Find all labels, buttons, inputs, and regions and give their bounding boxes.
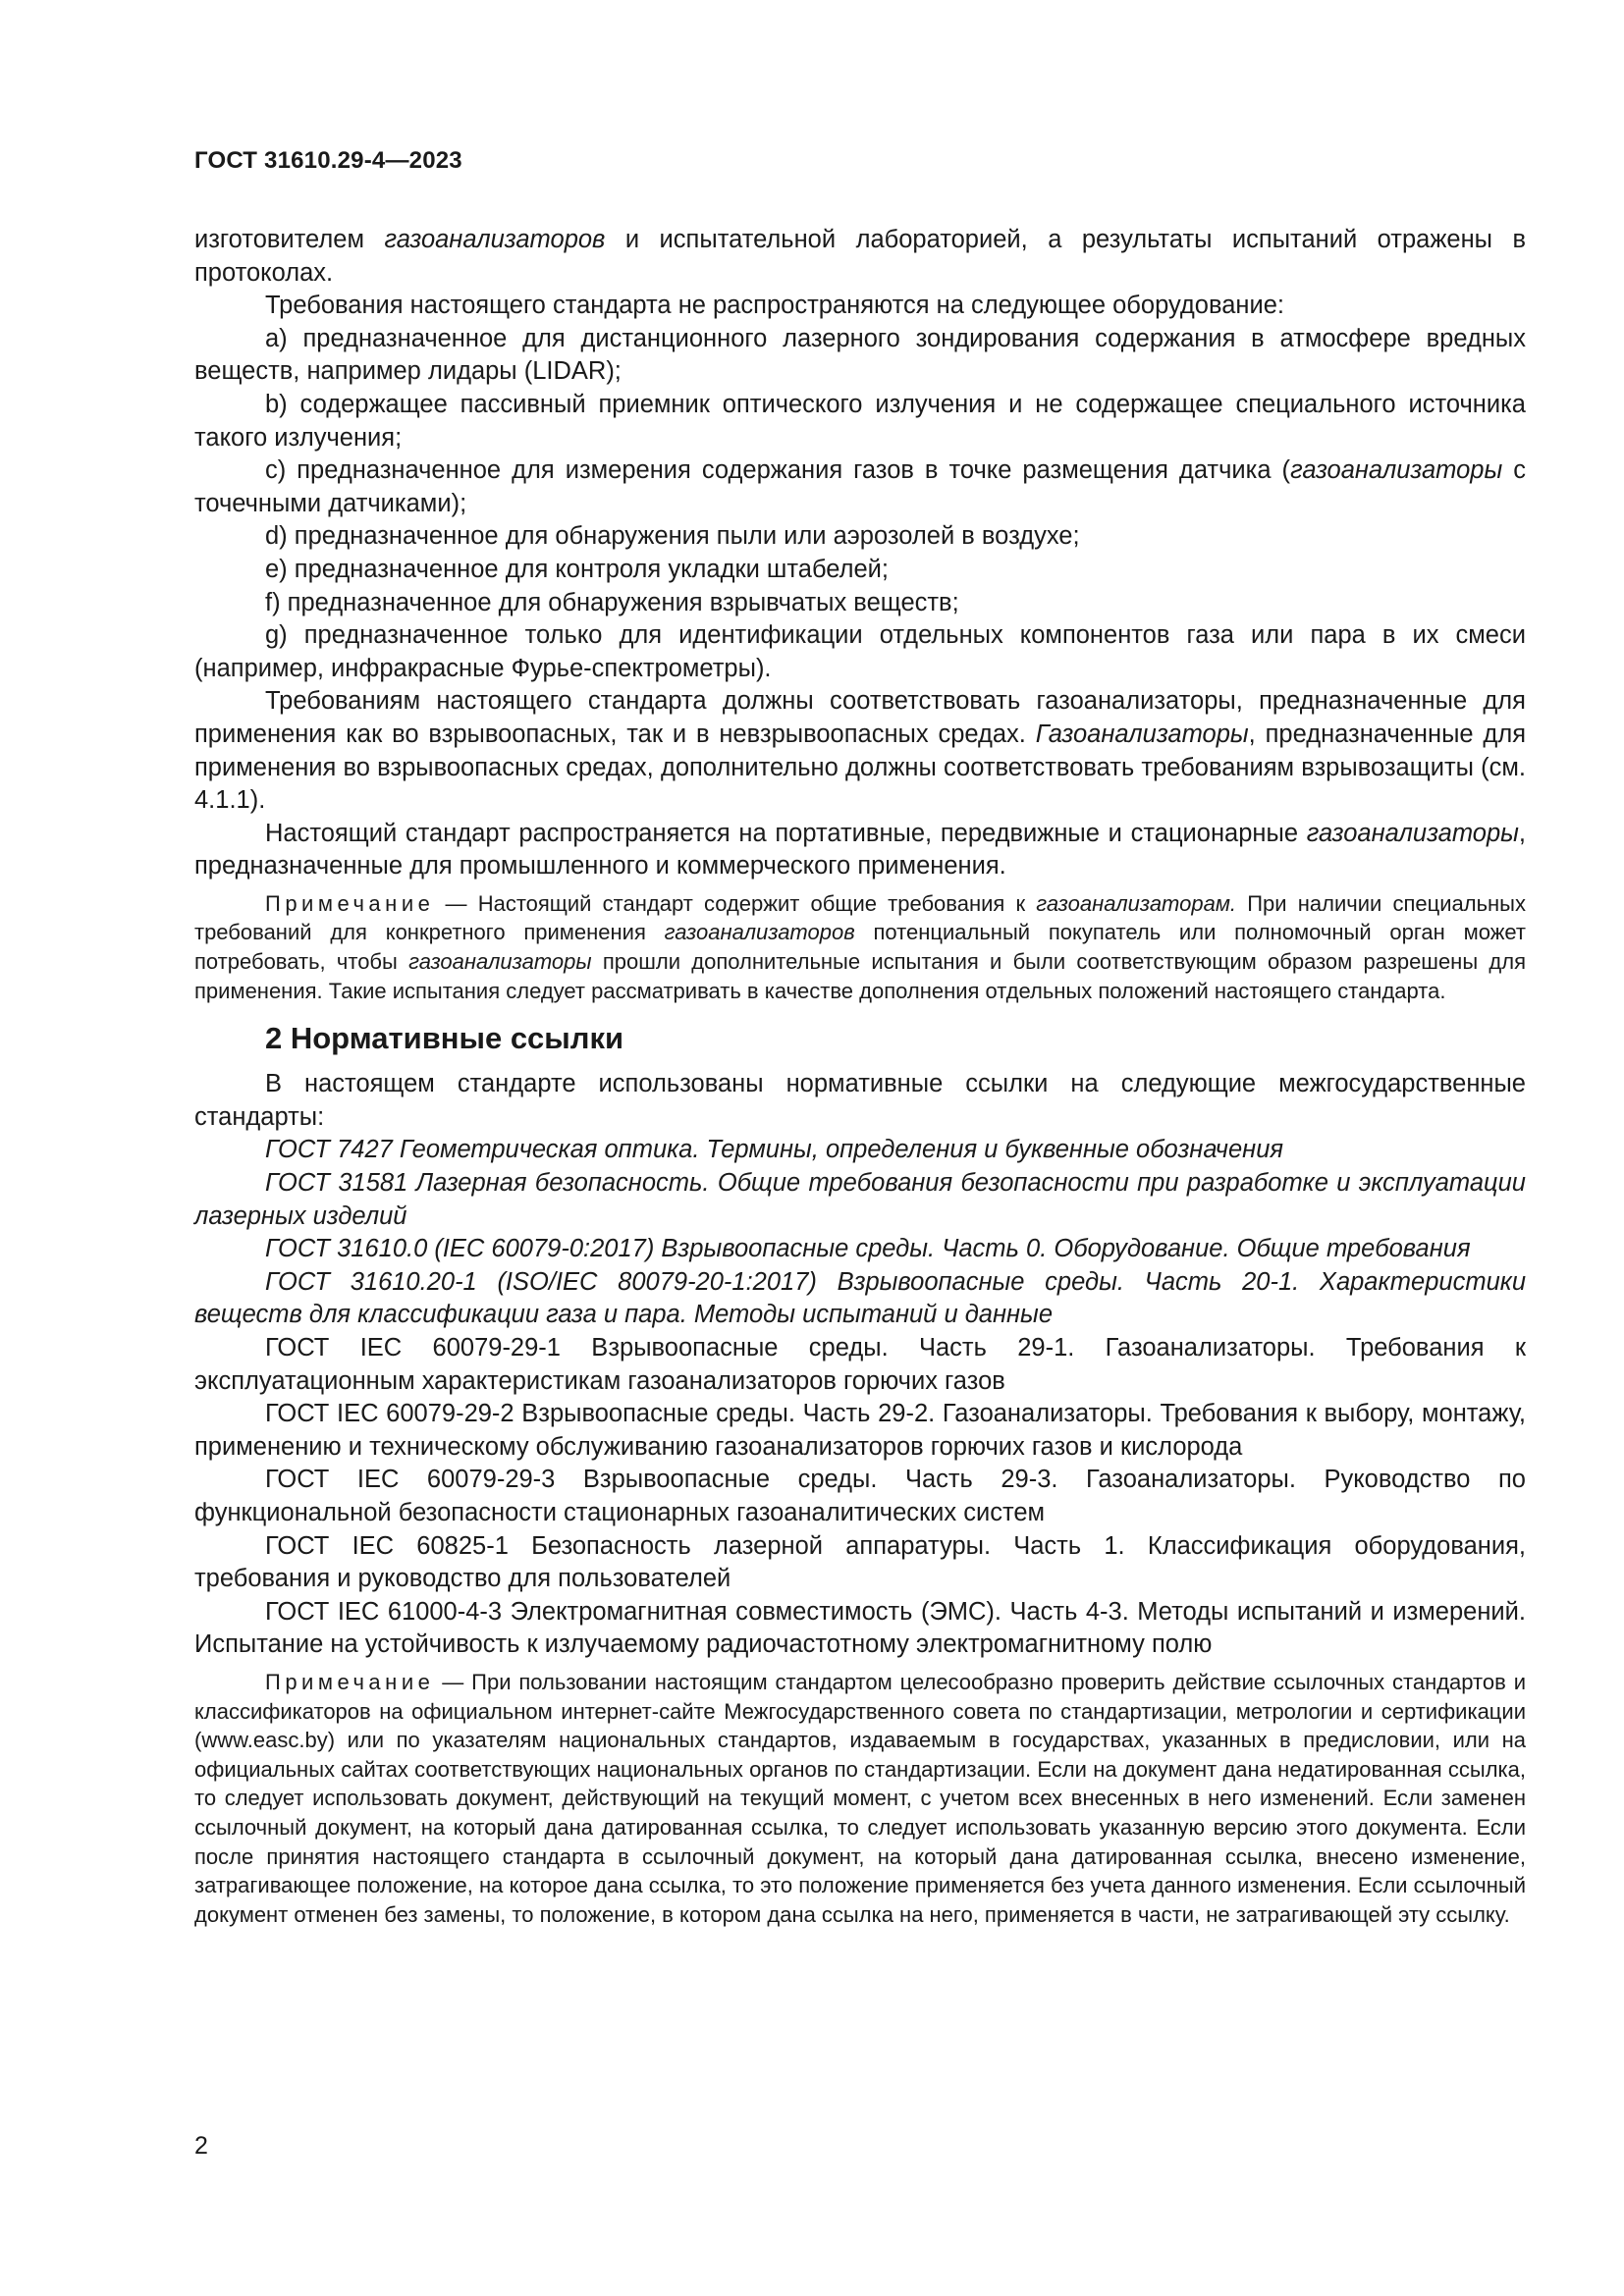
text-run: Требованиям настоящего стандарта должны соответствовать газоанализаторы, предназначенные для применения как во взрывоопасных, так и в невзрывоопасных средах. (194, 687, 1526, 748)
requirements-paragraph (194, 685, 1526, 817)
italic-term: газоанализаторам. (1036, 890, 1237, 916)
italic-term: газоанализаторов (664, 920, 855, 945)
text-run: изготовителем (194, 226, 385, 253)
note-paragraph (194, 1668, 1526, 1929)
italic-term: газоанализаторы (1306, 819, 1519, 847)
section-heading: 2 Нормативные ссылки (265, 1021, 624, 1056)
text-run: — При пользовании настоящим стандартом целесообразно проверить действие ссылочных стандартов и классификаторов на официальном интернет-сайте Межгосударственного совета по стандартизации, метрологии и сертификации (www.easc.by) или по указателям национальных стандартов, издаваемым в государствах, указанных в предисловии, или на официальных сайтах соответствующих национальных органов по стандартизации. Если на документ дана недатированная ссылка, то следует использовать документ, действующий на текущий момент, с учетом всех внесенных в него изменений. Если заменен ссылочный документ, на который дана датированная ссылка, то следует использовать указанную версию этого документа. Если после принятия настоящего стандарта в ссылочный документ, на который дана датированная ссылка, внесено изменение, затрагивающее положение, на которое дана ссылка, то это положение применяется без учета данного изменения. Если ссылочный документ отменен без замены, то положение, в котором дана ссылка на него, применяется в части, не затрагивающей эту ссылку. (194, 1669, 1526, 1927)
page-number: 2 (194, 2132, 208, 2160)
text-run: , предназначенные для промышленного и коммерческого применения. (194, 819, 1526, 881)
text-run: Настоящий стандарт распространяется на портативные, передвижные и стационарные (265, 819, 1307, 847)
text-run: — Настоящий стандарт содержит общие требования к (434, 890, 1037, 916)
italic-term: газоанализаторы (408, 949, 592, 975)
italic-term: Газоанализаторы (1035, 720, 1249, 748)
reference-entry: ГОСТ 7427 Геометрическая оптика. Термины, определения и буквенные обозначения (265, 1136, 1284, 1164)
text-run: , предназначенные для применения во взрывоопасных средах, дополнительно должны соответствовать требованиям взрывозащиты (см. 4.1.1). (194, 720, 1527, 815)
list-item-f: f) предназначенное для обнаружения взрывчатых веществ; (265, 588, 959, 616)
scope-intro-paragraph (194, 224, 1526, 290)
text-run: с точечными датчиками); (194, 456, 1526, 517)
reference-entry: ГОСТ 31610.0 (IEC 60079-0:2017) Взрывоопасные среды. Часть 0. Оборудование. Общие требования (265, 1235, 1471, 1263)
list-item-g: g) предназначенное только для идентификации отдельных компонентов газа или пара в их смеси (например, инфракрасные Фурье-спектрометры). (194, 621, 1526, 682)
reference-entry: ГОСТ 31581 Лазерная безопасность. Общие требования безопасности при разработке и эксплуатации лазерных изделий (194, 1169, 1526, 1230)
applies-paragraph (194, 818, 1526, 883)
list-item-c (194, 454, 1526, 520)
document-code-header: ГОСТ 31610.29-4—2023 (194, 147, 462, 174)
text-run: потенциальный покупатель или полномочный орган может потребовать, чтобы (194, 920, 1526, 975)
note-label: Примечание (265, 890, 435, 916)
reference-entry: ГОСТ IEC 60825-1 Безопасность лазерной аппаратуры. Часть 1. Классификация оборудования, требования и руководство для пользователей (194, 1531, 1526, 1593)
reference-entry: ГОСТ IEC 60079-29-3 Взрывоопасные среды. Часть 29-3. Газоанализаторы. Руководство по функциональной безопасности стационарных газоаналитических систем (194, 1466, 1526, 1526)
italic-term: газоанализаторов (384, 226, 606, 253)
text-run: и испытательной лабораторией, а результаты испытаний отражены в протоколах. (194, 226, 1527, 287)
reference-entry: ГОСТ IEC 60079-29-1 Взрывоопасные среды. Часть 29-1. Газоанализаторы. Требования к эксплуатационным характеристикам газоанализаторов горючих газов (194, 1334, 1526, 1395)
note-paragraph (194, 889, 1526, 1005)
reference-entry: ГОСТ 31610.20-1 (ISO/IEC 80079-20-1:2017) Взрывоопасные среды. Часть 20-1. Характеристики веществ для классификации газа и пара. Методы испытаний и данные (194, 1267, 1526, 1329)
list-item-d: d) предназначенное для обнаружения пыли или аэрозолей в воздухе; (265, 522, 1080, 551)
list-item-e: e) предназначенное для контроля укладки штабелей; (265, 555, 890, 583)
reference-entry: ГОСТ IEC 60079-29-2 Взрывоопасные среды. Часть 29-2. Газоанализаторы. Требования к выбору, монтажу, применению и техническому обслуживанию газоанализаторов горючих газов и кислорода (194, 1400, 1526, 1461)
references-intro: В настоящем стандарте использованы нормативные ссылки на следующие межгосударственные стандарты: (194, 1070, 1526, 1131)
document-body (194, 224, 1526, 1929)
text-run: c) предназначенное для измерения содержания газов в точке размещения датчика ( (265, 456, 1291, 485)
text-run: При наличии специальных требований для конкретного применения (194, 890, 1526, 945)
note-label: Примечание (265, 1669, 435, 1694)
italic-term: газоанализаторы (1290, 456, 1503, 485)
reference-entry: ГОСТ IEC 61000-4-3 Электромагнитная совместимость (ЭМС). Часть 4-3. Методы испытаний и измерений. Испытание на устойчивость к излучаемому радиочастотному электромагнитному полю (194, 1597, 1526, 1659)
not-apply-paragraph: Требования настоящего стандарта не распространяются на следующее оборудование: (265, 292, 1284, 320)
text-run: прошли дополнительные испытания и были соответствующим образом разрешены для применения. Такие испытания следует рассматривать в качестве дополнения отдельных положений настоящего стандарта. (194, 949, 1526, 1003)
list-item-b: b) содержащее пассивный приемник оптического излучения и не содержащее специального источника такого излучения; (194, 390, 1526, 452)
list-item-a: a) предназначенное для дистанционного лазерного зондирования содержания в атмосфере вредных веществ, например лидары (LIDAR); (194, 324, 1526, 386)
